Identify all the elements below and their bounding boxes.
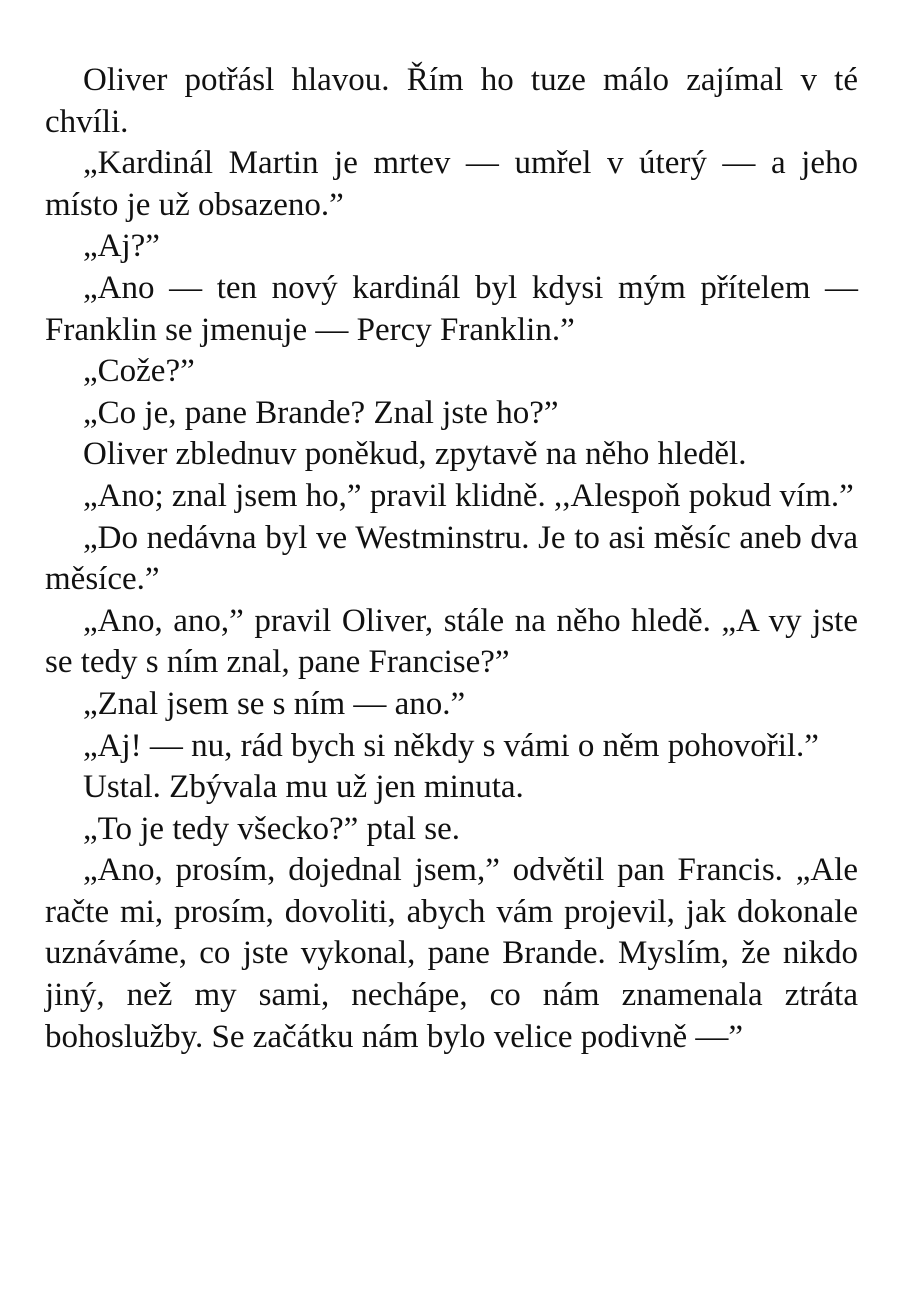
paragraph: „Ano, ano,” pravil Oliver, stále na něho hledě. „A vy jste se tedy s ním znal, pane Francise?” <box>45 602 858 681</box>
paragraph: „Znal jsem se s ním — ano.” <box>83 685 466 722</box>
paragraph: „To je tedy všecko?” ptal se. <box>83 810 461 847</box>
paragraph: „Cože?” <box>83 353 195 390</box>
paragraph: „Ano; znal jsem ho,” pravil klidně. ,,Alespoň pokud vím.” <box>83 477 854 514</box>
paragraph: „Co je, pane Brande? Znal jste ho?” <box>83 394 559 431</box>
paragraph: „Do nedávna byl ve Westminstru. Je to asi měsíc aneb dva měsíce.” <box>45 519 858 598</box>
paragraph: „Aj?” <box>83 228 160 265</box>
paragraph: Ustal. Zbývala mu už jen minuta. <box>83 769 524 806</box>
paragraph: Oliver zblednuv poněkud, zpytavě na něho hleděl. <box>83 436 747 473</box>
paragraph: „Aj! — nu, rád bych si někdy s vámi o něm pohovořil.” <box>83 727 819 764</box>
page-text <box>45 60 858 1058</box>
paragraph: „Ano, prosím, dojednal jsem,” odvětil pan Francis. „Ale račte mi, prosím, dovoliti, abych vám projevil, jak dokonale uznáváme, co jste vykonal, pane Brande. Myslím, že nikdo jiný, než my sami, nechápe, co nám znamenala ztráta bohoslužby. Se začátku nám bylo velice podivně —” <box>45 852 858 1055</box>
paragraph: „Ano — ten nový kardinál byl kdysi mým přítelem — Franklin se jmenuje — Percy Franklin.” <box>45 269 858 348</box>
paragraph: „Kardinál Martin je mrtev — umřel v úterý — a jeho místo je už obsazeno.” <box>45 145 858 223</box>
paragraph: Oliver potřásl hlavou. Řím ho tuze málo zajímal v té chvíli. <box>45 62 858 140</box>
